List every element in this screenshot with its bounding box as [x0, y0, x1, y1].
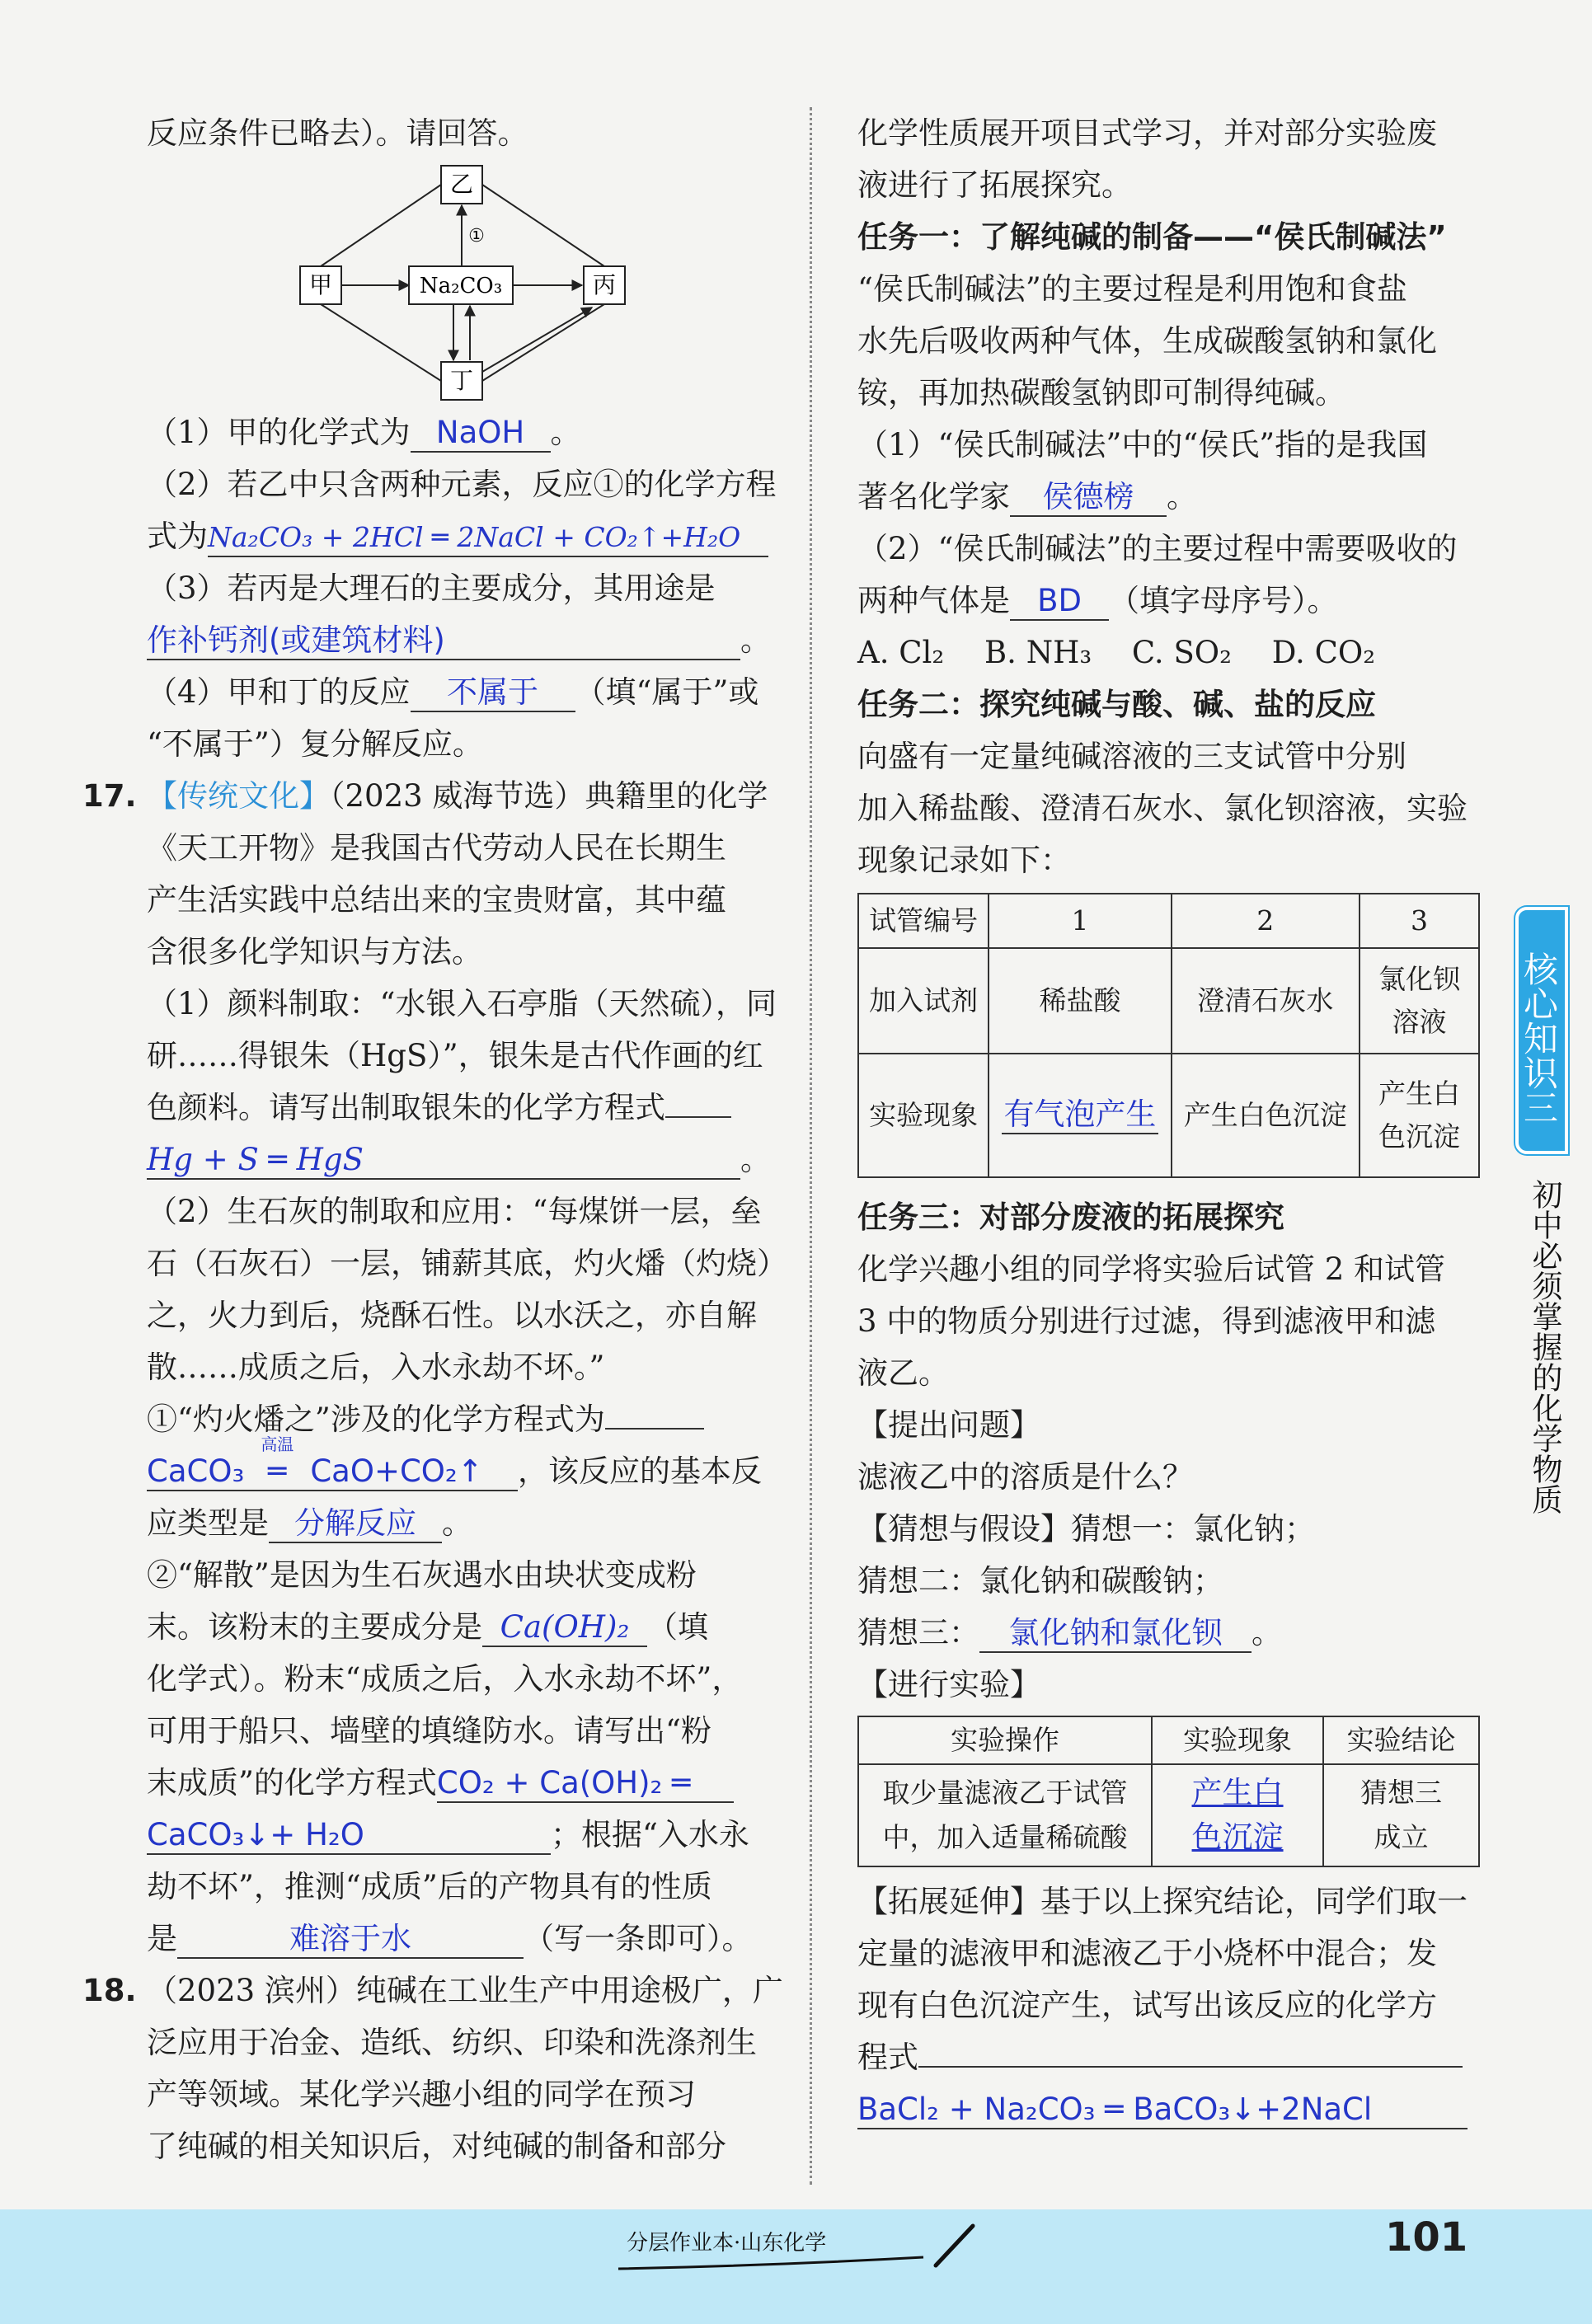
table-cell: 产生白色沉淀 [1360, 1054, 1479, 1177]
table-cell: 稀盐酸 [989, 948, 1172, 1054]
text-line: （1）“侯氏制碱法”中的“侯氏”指的是我国 [857, 427, 1428, 462]
blank-line [605, 1428, 704, 1430]
text: 。 [442, 1505, 472, 1541]
q17-1-answer [147, 1134, 773, 1185]
text-line: 现象记录如下： [857, 843, 1071, 878]
q17-2a-answer [147, 1434, 773, 1497]
table-cell [989, 1054, 1172, 1177]
text-line: （3）若丙是大理石的主要成分，其用途是 [147, 570, 716, 606]
text-line: “不属于”）复分解反应。 [147, 726, 483, 762]
section-subtitle: 初中必须掌握的化学物质 [1527, 1179, 1562, 1514]
node-na2co3: Na₂CO₃ [419, 274, 503, 298]
experiment-table [857, 1716, 1480, 1867]
text: （填字母序号）。 [1109, 583, 1338, 618]
condition-arrow: 高温 ═ [244, 1453, 310, 1490]
table-cell: 试管编号 [858, 894, 989, 948]
text-line: 液进行了拓展探究。 [857, 167, 1132, 203]
text-line: 泛应用于冶金、造纸、纺织、印染和洗涤剂生 [147, 2025, 757, 2060]
text: ；根据“入水永 [551, 1817, 749, 1852]
results-table [857, 893, 1480, 1178]
column-divider [810, 107, 812, 2185]
answer-blank: 有气泡产生 [1002, 1096, 1158, 1134]
table-cell: 产生白色沉淀 [1172, 1054, 1360, 1177]
table-cell: 澄清石灰水 [1172, 948, 1360, 1054]
task-heading: 任务二：探究纯碱与酸、碱、盐的反应 [857, 687, 1376, 722]
answer-blank: BD [1010, 583, 1109, 621]
text-line: 化学性质展开项目式学习，并对部分实验废 [857, 115, 1437, 151]
answer-text: CaO+CO₂↑ [310, 1453, 483, 1489]
q17-2b-prop [147, 1913, 773, 1965]
text-line: 研……得银朱（HgS）”，银朱是古代作画的红 [147, 1038, 763, 1073]
blank-line [918, 2066, 1463, 2068]
q16-1 [147, 406, 773, 458]
text: 色颜料。请写出制取银朱的化学方程式 [147, 1090, 665, 1125]
table-cell: 2 [1172, 894, 1360, 948]
text-line [857, 2031, 1484, 2083]
r-final-answer [857, 2083, 1484, 2135]
text: 。 [740, 1142, 771, 1177]
options-line: A. Cl₂ B. NH₃ C. SO₂ D. CO₂ [857, 635, 1376, 670]
table1-wrap [857, 886, 1484, 1191]
text-line: 现有白色沉淀产生，试写出该反应的化学方 [857, 1988, 1437, 2023]
text-line: 液乙。 [857, 1355, 949, 1391]
text-line: （2）若乙中只含两种元素，反应①的化学方程 [147, 467, 777, 502]
text-line: ②“解散”是因为生石灰遇水由块状变成粉 [147, 1557, 697, 1593]
text-line: 含很多化学知识与方法。 [147, 934, 482, 970]
q16-2 [147, 510, 773, 562]
question-number: 17. [82, 778, 137, 814]
text-line: 散……成质之后，入水永劫不坏。” [147, 1350, 605, 1385]
q16-3 [147, 614, 773, 666]
answer-text: CaCO₃ [147, 1453, 245, 1489]
text-line: 定量的滤液甲和滤液乙于小烧杯中混合；发 [857, 1936, 1437, 1971]
text-line: （2）“侯氏制碱法”的主要过程中需要吸收的 [857, 531, 1458, 566]
reaction-diagram [147, 159, 773, 406]
answer-blank: 氯化钠和氯化钡 [979, 1615, 1252, 1653]
task-heading: 任务三：对部分废液的拓展探究 [857, 1200, 1284, 1235]
answer-blank: CaCO₃↓+ H₂O [147, 1817, 551, 1855]
footer-title: 分层作业本·山东化学 [627, 2231, 827, 2256]
table-cell: 实验现象 [858, 1054, 989, 1177]
table-cell: 1 [989, 894, 1172, 948]
text-line: 劫不坏”，推测“成质”后的产物具有的性质 [147, 1869, 712, 1904]
answer-text: 产生白色沉淀 [1191, 1775, 1284, 1855]
node-ding: 丁 [449, 367, 474, 394]
text: 两种气体是 [857, 583, 1010, 618]
text: 末成质”的化学方程式 [147, 1765, 437, 1801]
text-line [147, 1082, 773, 1134]
r-q2 [857, 575, 1484, 627]
answer-blank: Ca(OH)₂ [482, 1609, 647, 1647]
table-cell: 猜想三成立 [1323, 1764, 1479, 1866]
answer-blank [147, 1434, 518, 1491]
q17-2b-eq [147, 1757, 773, 1809]
right-column [857, 107, 1484, 2135]
text: （填 [647, 1609, 708, 1645]
r-guess3 [857, 1607, 1484, 1659]
text-line: 【进行实验】 [857, 1667, 1040, 1702]
text: 。 [1167, 479, 1197, 514]
text-line: 猜想二：氯化钠和碳酸钠； [857, 1563, 1223, 1599]
table-cell: 加入试剂 [858, 948, 989, 1054]
text-line: 《天工开物》是我国古代劳动人民在长期生 [147, 830, 726, 866]
text-line: 铵，再加热碳酸氢钠即可制得纯碱。 [857, 375, 1345, 411]
node-jia: 甲 [308, 271, 333, 298]
text: （4）甲和丁的反应 [147, 674, 411, 710]
text: 是 [147, 1921, 177, 1956]
answer-blank: NaOH [411, 415, 551, 453]
text-line: 产等领域。某化学兴趣小组的同学在预习 [147, 2077, 696, 2112]
node-yi: 乙 [449, 171, 474, 198]
text: （2023 滨州）纯碱在工业生产中用途极广，广 [147, 1973, 783, 2008]
text-line: 3 中的物质分别进行过滤，得到滤液甲和滤 [857, 1303, 1436, 1339]
answer-blank: 作补钙剂(或建筑材料) [147, 622, 740, 660]
page-number: 101 [1385, 2214, 1468, 2261]
answer-blank: 不属于 [411, 674, 575, 712]
text: （1）甲的化学式为 [147, 415, 411, 450]
text: 应类型是 [147, 1505, 269, 1541]
text-line: 产生活实践中总结出来的宝贵财富，其中蕴 [147, 882, 726, 918]
answer-blank: Hg + S ═ HgS [147, 1142, 740, 1180]
text: 。 [1252, 1615, 1282, 1650]
q17-2b-eq2 [147, 1809, 773, 1861]
text: 末。该粉末的主要成分是 [147, 1609, 482, 1645]
answer-blank: 难溶于水 [177, 1921, 524, 1959]
q18-header [82, 1965, 783, 2016]
table-cell: 实验操作 [858, 1716, 1152, 1764]
text-line: （1）颜料制取：“水银入石亭脂（天然硫），同 [147, 986, 777, 1021]
text-line: 之，火力到后，烧酥石性。以水沃之，亦自解 [147, 1298, 757, 1333]
answer-blank: CO₂ + Ca(OH)₂ ═ [437, 1765, 734, 1803]
text: 程式 [857, 2040, 918, 2075]
text-line: （2）生石灰的制取和应用：“每煤饼一层，垒 [147, 1194, 762, 1229]
text-line: 【提出问题】 [857, 1407, 1040, 1443]
text: （填“属于”或 [575, 674, 759, 710]
text-line: 滤液乙中的溶质是什么？ [857, 1459, 1193, 1495]
text-line: 了纯碱的相关知识后，对纯碱的制备和部分 [147, 2129, 726, 2164]
answer-blank: 侯德榜 [1010, 479, 1167, 517]
text: 。 [740, 622, 771, 658]
answer-blank: 分解反应 [269, 1505, 442, 1543]
text-line: 向盛有一定量纯碱溶液的三支试管中分别 [857, 739, 1407, 774]
text-line: 水先后吸收两种气体，生成碳酸氢钠和氯化 [857, 323, 1437, 359]
text: ，该反应的基本反 [518, 1453, 762, 1489]
blank-line [665, 1116, 731, 1118]
answer-blank: BaCl₂ + Na₂CO₃ ═ BaCO₃↓+2NaCl [857, 2092, 1468, 2129]
table-cell: 取少量滤液乙于试管中，加入适量稀硫酸 [858, 1764, 1152, 1866]
text-line: 石（石灰石）一层，铺薪其底，灼火燔（灼烧） [147, 1246, 787, 1281]
q17-2a-type [147, 1497, 773, 1549]
question-number: 18. [82, 1973, 137, 2008]
q16-4 [147, 666, 773, 718]
section-tab: 核心知识三 [1515, 907, 1568, 1154]
text: 。 [550, 415, 581, 450]
r-q1 [857, 471, 1484, 523]
text: 式为 [147, 519, 208, 554]
text-line: 化学兴趣小组的同学将实验后试管 2 和试管 [857, 1251, 1446, 1287]
answer-blank: Na₂CO₃ + 2HCl ═ 2NaCl + CO₂↑+H₂O [208, 519, 768, 557]
text-line: 可用于船只、墙壁的填缝防水。请写出“粉 [147, 1713, 711, 1749]
table-cell: 实验结论 [1323, 1716, 1479, 1764]
q17-header [82, 770, 773, 822]
text: （2023 威海节选）典籍里的化学 [330, 778, 768, 814]
text-line: 加入稀盐酸、澄清石灰水、氯化钡溶液，实验 [857, 791, 1468, 826]
table-cell [1152, 1764, 1323, 1866]
table-cell: 实验现象 [1152, 1716, 1323, 1764]
q17-2b [147, 1601, 773, 1653]
topic-tag: 【传统文化】 [147, 778, 330, 814]
text: 猜想三： [857, 1615, 979, 1650]
table-cell: 3 [1360, 894, 1479, 948]
task-heading: 任务一：了解纯碱的制备——“侯氏制碱法” [857, 219, 1447, 255]
text-line: 【拓展延伸】基于以上探究结论，同学们取一 [857, 1884, 1468, 1919]
text-line: “侯氏制碱法”的主要过程是利用饱和食盐 [857, 271, 1407, 307]
table-cell: 氯化钡溶液 [1360, 948, 1479, 1054]
condition-text: 高温 [261, 1434, 294, 1454]
reaction-1-label: ① [468, 226, 485, 246]
node-bing: 丙 [592, 271, 617, 298]
text-line [147, 1393, 773, 1445]
left-column [82, 107, 787, 2172]
text-line: 【猜想与假设】猜想一：氯化钠； [857, 1511, 1315, 1547]
text: ①“灼火燔之”涉及的化学方程式为 [147, 1401, 605, 1437]
text: （写一条即可）。 [524, 1921, 753, 1956]
reaction-diagram-svg [147, 159, 773, 406]
text-line: 化学式）。粉末“成质之后，入水永劫不坏”， [147, 1661, 743, 1697]
text: 著名化学家 [857, 479, 1010, 514]
text-line: 反应条件已略去）。请回答。 [147, 115, 528, 151]
table2-wrap [857, 1711, 1484, 1876]
